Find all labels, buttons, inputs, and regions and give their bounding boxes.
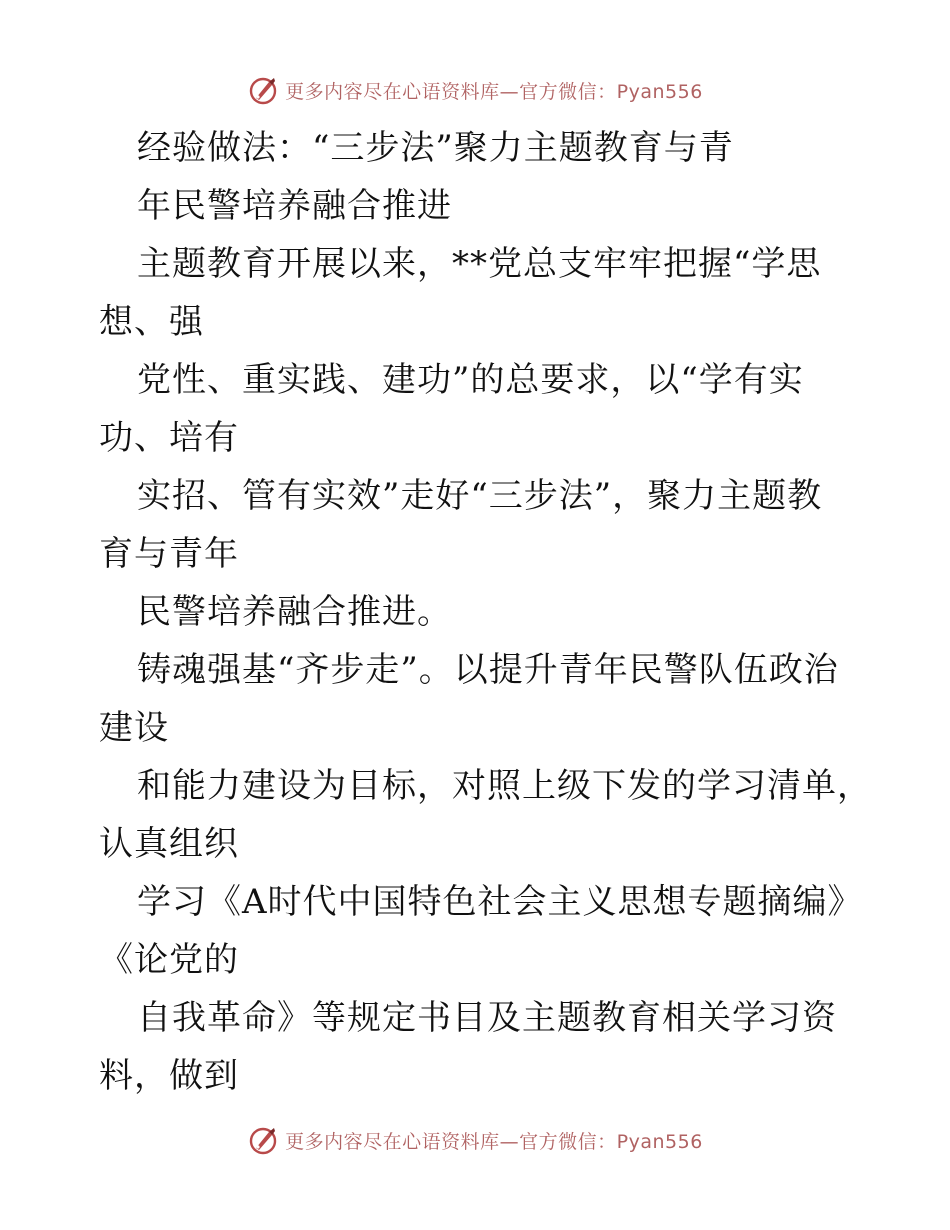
watermark-text: 更多内容尽在心语资料库—官方微信：Pyan556	[285, 1130, 703, 1153]
text-line: 想、强	[99, 302, 204, 342]
text-line: 功、培有	[99, 418, 239, 458]
text-line: 认真组织	[99, 824, 239, 864]
text-line: 铸魂强基“齐步走”。以提升青年民警队伍政治	[137, 650, 839, 690]
text-line: 经验做法：“三步法”聚力主题教育与青	[137, 128, 734, 168]
text-line: 实招、管有实效”走好“三步法”，聚力主题教	[137, 476, 823, 516]
text-line: 年民警培养融合推进	[137, 186, 452, 226]
text-line: 学习《A时代中国特色社会主义思想专题摘编》	[137, 882, 863, 922]
text-line: 主题教育开展以来，**党总支牢牢把握“学思	[137, 244, 822, 284]
text-line: 和能力建设为目标，对照上级下发的学习清单，	[137, 766, 872, 806]
footer-watermark	[0, 1122, 950, 1158]
text-line: 自我革命》等规定书目及主题教育相关学习资	[137, 998, 837, 1038]
text-line: 建设	[99, 708, 169, 748]
text-line: 《论党的	[99, 940, 239, 980]
text-line: 料，做到	[99, 1056, 239, 1096]
quill-pen-logo-icon	[247, 1124, 279, 1156]
text-line: 育与青年	[99, 534, 239, 574]
header-watermark	[0, 72, 950, 108]
watermark-text: 更多内容尽在心语资料库—官方微信：Pyan556	[285, 80, 703, 103]
quill-pen-logo-icon	[247, 74, 279, 106]
text-line: 民警培养融合推进。	[137, 592, 452, 632]
text-line: 党性、重实践、建功”的总要求，以“学有实	[137, 360, 804, 400]
